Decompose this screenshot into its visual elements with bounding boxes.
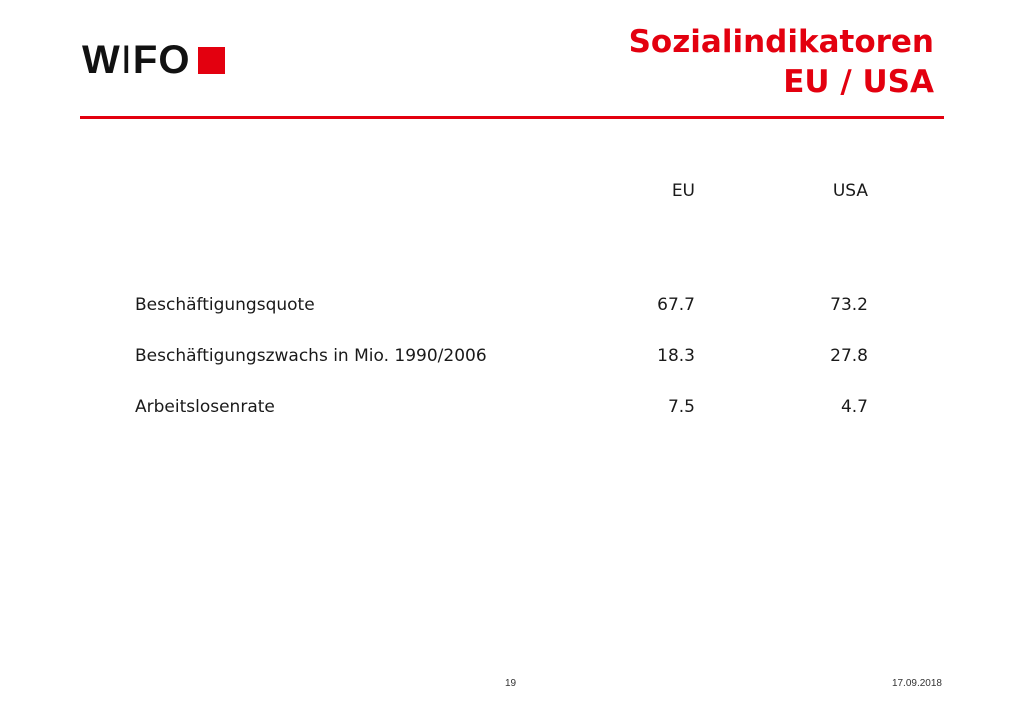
slide-title-line-2: EU / USA: [783, 64, 934, 100]
footer-date: 17.09.2018: [891, 678, 942, 689]
cell-eu: 18.3: [657, 346, 695, 366]
row-label: Beschäftigungsquote: [135, 295, 315, 315]
logo-text: WIFO: [82, 38, 191, 82]
logo-square-icon: [198, 47, 225, 74]
header-divider: [80, 116, 944, 119]
page-number: 19: [505, 678, 517, 689]
slide-title-line-1: Sozialindikatoren: [628, 24, 934, 60]
column-header-usa: USA: [832, 181, 868, 201]
row-label: Arbeitslosenrate: [135, 397, 275, 417]
cell-eu: 67.7: [657, 295, 695, 315]
cell-usa: 73.2: [830, 295, 868, 315]
column-header-eu: EU: [671, 181, 695, 201]
slide-title: [629, 22, 934, 102]
row-label: Beschäftigungszwachs in Mio. 1990/2006: [135, 346, 487, 366]
wifo-logo: [82, 40, 225, 80]
cell-eu: 7.5: [667, 397, 695, 417]
cell-usa: 4.7: [840, 397, 868, 417]
cell-usa: 27.8: [830, 346, 868, 366]
